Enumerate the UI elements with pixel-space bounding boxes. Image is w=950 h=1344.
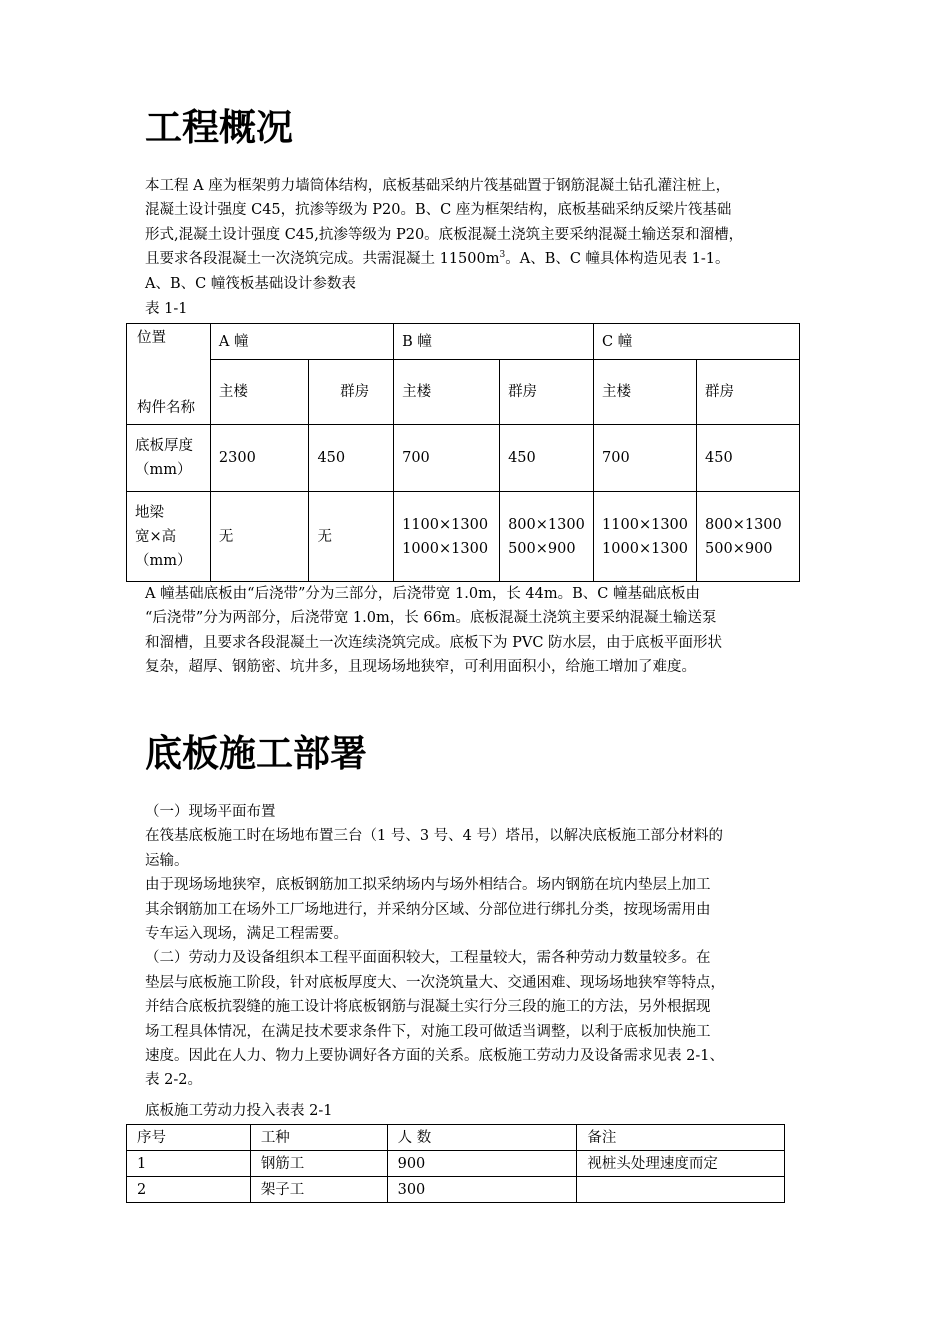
- text-line: 混凝土设计强度 C45，抗渗等级为 P20。B、C 座为框架结构，底板基础采纳反梁片筏基础: [145, 202, 732, 219]
- table-cell: [577, 1177, 785, 1203]
- table-cell: 300: [387, 1177, 577, 1203]
- text-line: 和溜槽，且要求各段混凝土一次连续浇筑完成。底板下为 PVC 防水层，由于底板平面形状: [145, 634, 723, 651]
- table-cell: 无: [210, 492, 309, 582]
- text-line: 本工程 A 座为框架剪力墙筒体结构，底板基础采纳片筏基础置于钢筋混凝土钻孔灌注桩上，: [145, 178, 731, 194]
- table-row: [127, 1151, 785, 1177]
- sub-header: 主楼: [594, 360, 697, 425]
- table-cell: 700: [394, 425, 500, 492]
- text-line: 运输。: [145, 852, 189, 869]
- text-line: A 幢基础底板由“后浇带”分为三部分，后浇带宽 1.0m，长 44m。B、C 幢基础底板由: [145, 586, 700, 602]
- table-cell: 1: [127, 1151, 251, 1177]
- table-cell: 800×1300 500×900: [697, 492, 800, 582]
- table-cell: 450: [500, 425, 594, 492]
- text-line: 表 2-2。: [145, 1072, 202, 1089]
- table-cell: 视桩头处理速度而定: [577, 1151, 785, 1177]
- building-header: C 幢: [594, 324, 800, 360]
- corner-bottom-label: 构件名称: [137, 400, 195, 416]
- table-cell: 无: [309, 492, 394, 582]
- table-cell: 450: [309, 425, 394, 492]
- row-label: 底板厚度 （mm）: [127, 425, 211, 492]
- table-cell: 2: [127, 1177, 251, 1203]
- text-line: （一）现场平面布置: [145, 804, 276, 820]
- table-cell: 钢筋工: [250, 1151, 387, 1177]
- text-line: 且要求各段混凝土一次浇筑完成。共需混凝土 $11500m^3$。A、B、C 幢具体构造见表 1-1。: [145, 250, 730, 268]
- section-title-deployment: 底板施工部署: [145, 732, 367, 775]
- text-line: （二）劳动力及设备组织本工程平面面积较大，工程量较大，需各种劳动力数量较多。在: [145, 950, 711, 967]
- table-1-label: 表 1-1: [145, 301, 188, 317]
- text-line: “后浇带”分为两部分，后浇带宽 1.0m，长 66m。底板混凝土浇筑主要采纳混凝土输送泵: [145, 610, 717, 627]
- row-label: 地梁 宽×高 （mm）: [127, 492, 211, 582]
- sub-header: 群房: [697, 360, 800, 425]
- text-line: 形式,混凝土设计强度 C45,抗渗等级为 P20。底板混凝土浇筑主要采纳混凝土输送泵和溜槽，: [145, 226, 744, 243]
- text-line: 由于现场场地狭窄，底板钢筋加工拟采纳场内与场外相结合。场内钢筋在坑内垫层上加工: [145, 877, 711, 894]
- sub-header: 群房: [309, 360, 394, 425]
- overview-paragraph: [145, 174, 820, 272]
- table-cell: 800×1300 500×900: [500, 492, 594, 582]
- sub-header: 主楼: [210, 360, 309, 425]
- column-header: 人 数: [387, 1125, 577, 1151]
- foundation-parameter-table: [126, 323, 800, 582]
- text-line: 垫层与底板施工阶段，针对底板厚度大、一次浇筑量大、交通困难、现场场地狭窄等特点，: [145, 974, 725, 991]
- sub-header: 群房: [500, 360, 594, 425]
- table-cell: 架子工: [250, 1177, 387, 1203]
- building-header: B 幢: [394, 324, 594, 360]
- table-corner-cell: [127, 324, 211, 425]
- sub-header: 主楼: [394, 360, 500, 425]
- labor-input-table: [126, 1124, 785, 1203]
- table-row: [127, 1177, 785, 1203]
- table-2-1-title: 底板施工劳动力投入表表 2-1: [145, 1103, 333, 1119]
- table-cell: 1100×1300 1000×1300: [594, 492, 697, 582]
- table-cell: 450: [697, 425, 800, 492]
- table-cell: 2300: [210, 425, 309, 492]
- text-line: 并结合底板抗裂缝的施工设计将底板钢筋与混凝土实行分三段的施工的方法，另外根据现: [145, 999, 711, 1016]
- table-1-title: A、B、C 幢筏板基础设计参数表: [145, 276, 356, 292]
- table-cell: 1100×1300 1000×1300: [394, 492, 500, 582]
- text-line: 其余钢筋加工在场外工厂场地进行，并采纳分区域、分部位进行绑扎分类，按现场需用由: [145, 901, 711, 918]
- table-cell: 700: [594, 425, 697, 492]
- column-header: 备注: [577, 1125, 785, 1151]
- after-table-paragraph: [145, 582, 820, 680]
- corner-top-label: 位置: [137, 330, 166, 346]
- deployment-paragraphs: [145, 800, 820, 1093]
- text-line: 速度。因此在人力、物力上要协调好各方面的关系。底板施工劳动力及设备需求见表 2-1、: [145, 1048, 724, 1065]
- text-line: 复杂，超厚、钢筋密、坑井多，且现场场地狭窄，可利用面积小，给施工增加了难度。: [145, 659, 696, 676]
- text-line: 场工程具体情况，在满足技术要求条件下，对施工段可做适当调整，以利于底板加快施工: [145, 1023, 711, 1040]
- column-header: 工种: [250, 1125, 387, 1151]
- column-header: 序号: [127, 1125, 251, 1151]
- text-line: 在筏基底板施工时在场地布置三台（1 号、3 号、4 号）塔吊，以解决底板施工部分材料的: [145, 828, 723, 845]
- building-header: A 幢: [210, 324, 393, 360]
- section-title-overview: 工程概况: [145, 106, 293, 149]
- text-line: 专车运入现场，满足工程需要。: [145, 926, 348, 943]
- table-cell: 900: [387, 1151, 577, 1177]
